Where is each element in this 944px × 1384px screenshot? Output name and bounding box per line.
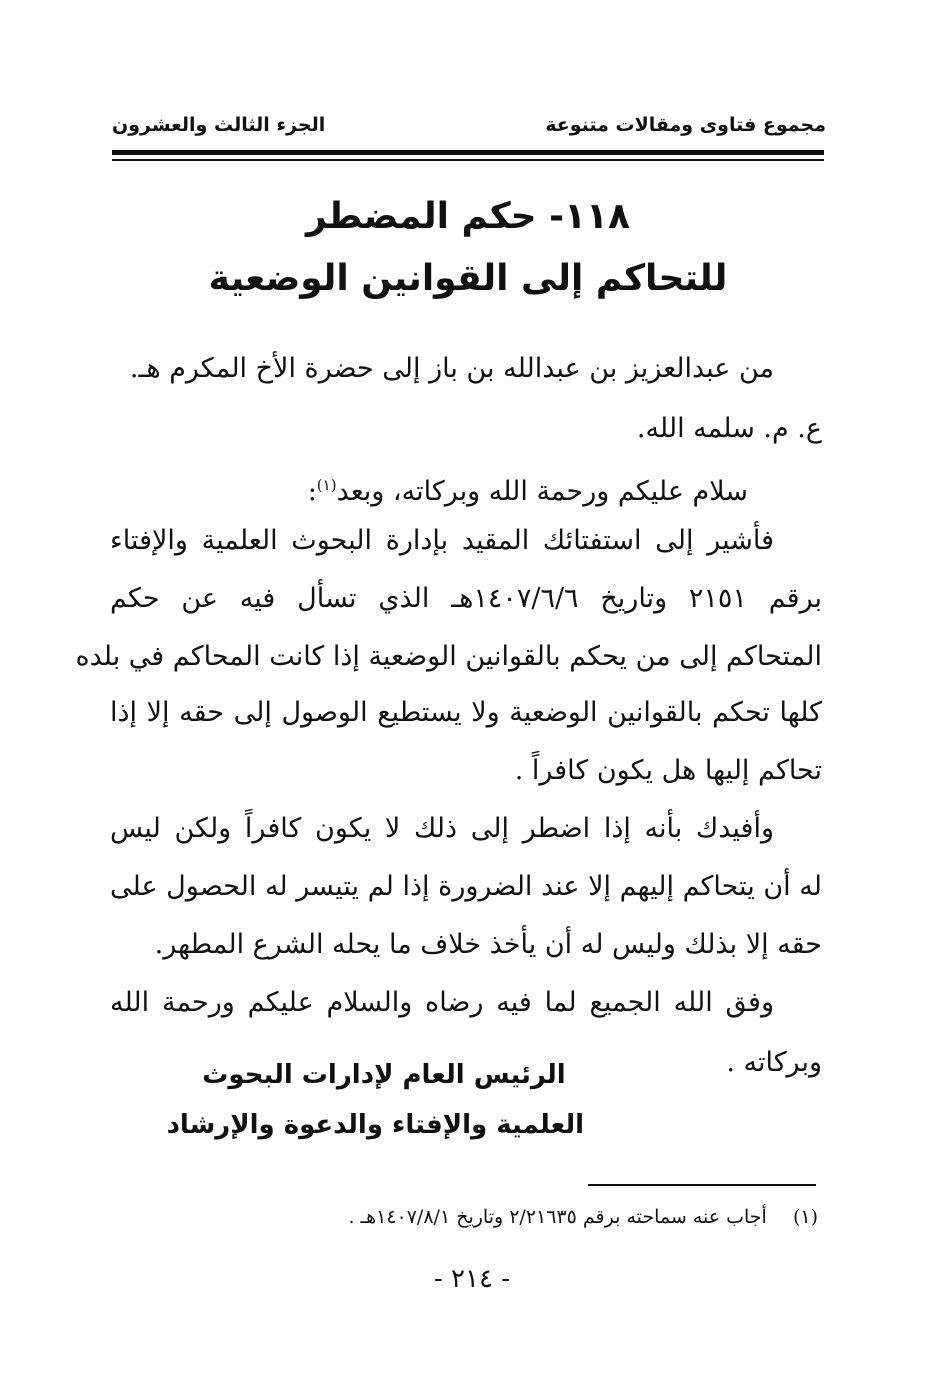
- body-line-4: فأشير إلى استفتائك المقيد بإدارة البحوث العلمية والإفتاء: [110, 525, 774, 556]
- footnote-reference: (١): [316, 476, 337, 494]
- body-line-1: من عبدالعزيز بن عبدالله بن باز إلى حضرة الأخ المكرم هـ.: [129, 353, 774, 384]
- body-line-13: وبركاته .: [726, 1047, 822, 1078]
- body-line-11: حقه إلا بذلك وليس له أن يأخذ خلاف ما يحله الشرع المطهر.: [154, 929, 822, 960]
- running-header-book-title: مجموع فتاوى ومقالات متنوعة: [545, 114, 826, 136]
- body-line-2: ع. م. سلمه الله.: [636, 413, 822, 444]
- body-line-3: [308, 468, 748, 509]
- body-line-3-text: سلام عليكم ورحمة الله وبركاته، وبعد: [336, 476, 748, 507]
- running-header-volume: الجزء الثالث والعشرون: [112, 114, 326, 136]
- header-rule-thin: [112, 159, 824, 161]
- footnote-text: أجاب عنه سماحته برقم ٢/٢١٦٣٥ وتاريخ ١٤٠٧/٨/١هـ .: [348, 1206, 767, 1228]
- body-line-8: تحاكم إليها هل يكون كافراً .: [514, 755, 822, 786]
- body-line-5: برقم ٢١٥١ وتاريخ ١٤٠٧/٦/٦هـ الذي تسأل فيه عن حكم: [110, 583, 822, 614]
- body-line-9: وأفيدك بأنه إذا اضطر إلى ذلك لا يكون كافراً ولكن ليس: [110, 813, 774, 844]
- article-title-line-2: للتحاكم إلى القوانين الوضعية: [208, 258, 728, 299]
- footnote-marker: (١): [792, 1206, 818, 1228]
- header-rule-thick: [112, 150, 824, 155]
- article-title-line-1: ١١٨- حكم المضطر: [306, 196, 630, 237]
- signature-line-1: الرئيس العام لإدارات البحوث: [202, 1060, 566, 1090]
- body-line-6: المتحاكم إلى من يحكم بالقوانين الوضعية إذا كانت المحاكم في بلده: [75, 641, 822, 672]
- footnote: [348, 1206, 818, 1228]
- body-line-12: وفق الله الجميع لما فيه رضاه والسلام عليكم ورحمة الله: [110, 987, 774, 1018]
- footnote-separator: [588, 1184, 816, 1186]
- body-line-7: كلها تحكم بالقوانين الوضعية ولا يستطيع الوصول إلى حقه إلا إذا: [110, 697, 822, 728]
- body-line-3-tail: :: [307, 476, 317, 507]
- signature-line-2: العلمية والإفتاء والدعوة والإرشاد: [166, 1110, 584, 1140]
- body-line-10: له أن يتحاكم إليهم إلا عند الضرورة إذا لم يتيسر له الحصول على: [110, 871, 822, 902]
- page-number: - ٢١٤ -: [433, 1264, 511, 1294]
